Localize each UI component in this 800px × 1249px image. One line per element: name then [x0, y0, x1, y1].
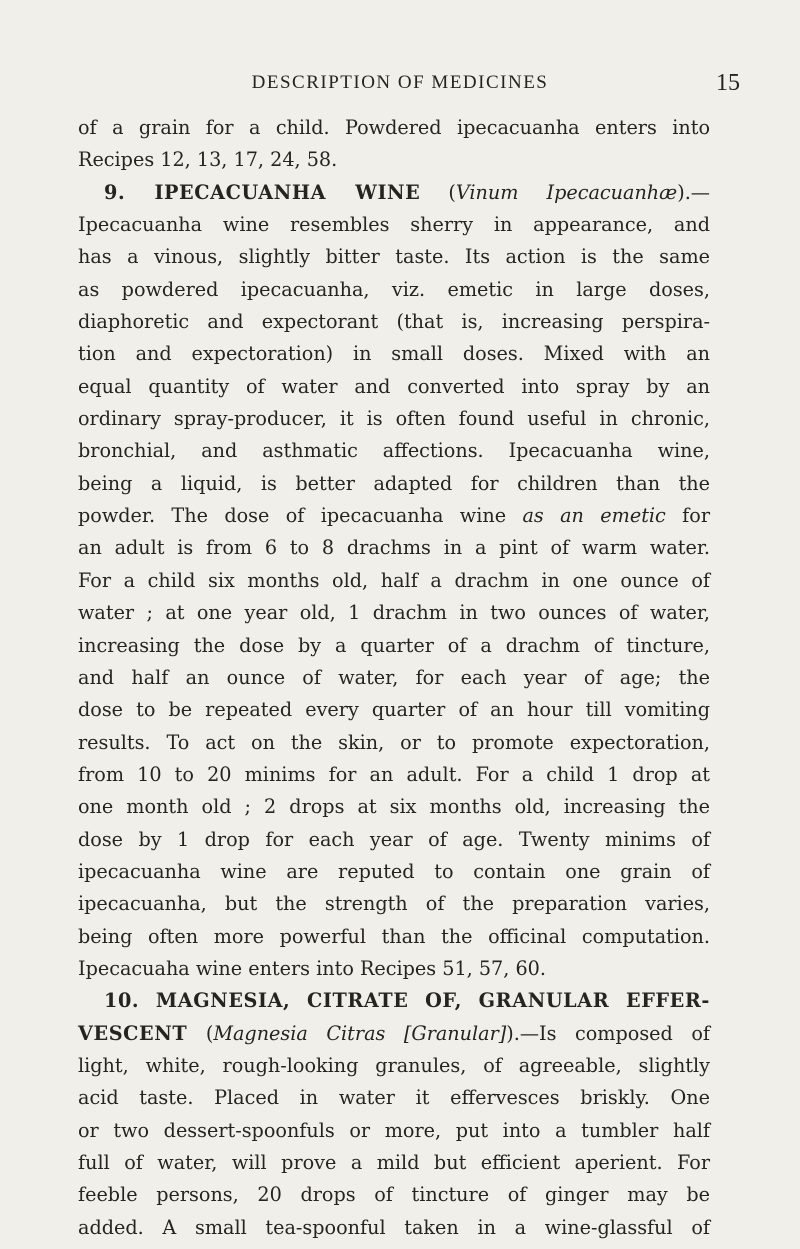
text-line: [78, 759, 710, 791]
text-line: [78, 306, 710, 338]
text-line: [78, 985, 710, 1017]
text-run: Ipecacuaha wine enters into Recipes 51, 57, 60.: [78, 956, 546, 980]
text-run: increasing the dose by a quarter of a drachm of tincture,: [78, 633, 710, 657]
text-run: has a vinous, slightly bitter taste. Its action is the same: [78, 245, 710, 269]
italic-run: as an emetic: [522, 504, 666, 528]
text-line: [78, 791, 710, 823]
text-line: [78, 727, 710, 759]
text-run: of a grain for a child. Powdered ipecacuanha enters into: [78, 116, 710, 139]
text-line: [78, 824, 710, 856]
text-run: ).—Is composed of: [506, 1021, 710, 1045]
text-line: [78, 1147, 710, 1179]
text-line: [78, 338, 710, 370]
text-run: as powdered ipecacuanha, viz. emetic in large doses,: [78, 277, 710, 301]
text-line: [78, 1050, 710, 1082]
heading-run: 9. IPECACUANHA WINE: [104, 180, 421, 204]
text-run: diaphoretic and expectorant (that is, increasing perspira-: [78, 310, 710, 334]
text-run: (: [420, 180, 456, 204]
text-line: [78, 144, 710, 176]
text-line: [78, 500, 710, 532]
text-run: for: [665, 504, 710, 528]
text-run: Recipes 12, 13, 17, 24, 58.: [78, 148, 338, 172]
italic-run: Vinum Ipecacuanhæ: [455, 180, 678, 204]
text-run: water ; at one year old, 1 drachm in two ounces of water,: [78, 601, 710, 625]
text-run: and half an ounce of water, for each year of age; the: [78, 665, 710, 689]
text-run: full of water, will prove a mild but efficient aperient. For: [78, 1151, 710, 1174]
text-line: [78, 1179, 710, 1211]
text-run: or two dessert-spoonfuls or more, put into a tumbler half: [78, 1118, 710, 1142]
body-text: [78, 112, 710, 1244]
text-line: [78, 694, 710, 726]
text-run: ).—: [677, 180, 710, 204]
text-line: [78, 1115, 710, 1147]
text-run: tion and expectoration) in small doses. Mixed with an: [78, 342, 710, 366]
text-line: [78, 274, 710, 306]
text-line: [78, 177, 710, 209]
text-run: ordinary spray-producer, it is often found useful in chronic,: [78, 407, 710, 431]
text-line: [78, 565, 710, 597]
text-run: dose by 1 drop for each year of age. Twenty minims of: [78, 827, 710, 851]
text-line: [78, 1212, 710, 1244]
text-run: For a child six months old, half a drachm in one ounce of: [78, 568, 710, 592]
page-header: [0, 68, 800, 102]
heading-run: VESCENT: [78, 1021, 188, 1045]
text-run: Ipecacuanha wine resembles sherry in appearance, and: [78, 213, 710, 237]
text-run: bronchial, and asthmatic affections. Ipecacuanha wine,: [78, 439, 710, 463]
text-line: [78, 209, 710, 241]
text-line: [78, 888, 710, 920]
text-line: [78, 532, 710, 564]
text-line: [78, 241, 710, 273]
italic-run: Magnesia Citras [Granular]: [213, 1021, 507, 1045]
running-title: DESCRIPTION OF MEDICINES: [251, 72, 549, 93]
text-run: one month old ; 2 drops at six months old, increasing the: [78, 795, 710, 819]
text-run: results. To act on the skin, or to promote expectoration,: [78, 730, 710, 754]
text-run: acid taste. Placed in water it effervesces briskly. One: [78, 1086, 710, 1110]
text-line: [78, 435, 710, 467]
text-run: powder. The dose of ipecacuanha wine: [78, 504, 523, 528]
text-run: being a liquid, is better adapted for children than the: [78, 471, 710, 495]
text-run: (: [187, 1021, 214, 1045]
text-line: [78, 953, 710, 985]
text-line: [78, 112, 710, 144]
text-line: [78, 662, 710, 694]
page-number: 15: [716, 70, 740, 96]
text-run: equal quantity of water and converted into spray by an: [78, 374, 710, 398]
text-run: ipecacuanha, but the strength of the preparation varies,: [78, 892, 710, 916]
text-line: [78, 856, 710, 888]
text-run: ipecacuanha wine are reputed to contain one grain of: [78, 859, 710, 883]
text-run: being often more powerful than the officinal computation.: [78, 924, 710, 948]
text-line: [78, 403, 710, 435]
text-line: [78, 630, 710, 662]
text-run: from 10 to 20 minims for an adult. For a child 1 drop at: [78, 762, 710, 786]
text-line: [78, 1082, 710, 1114]
text-line: [78, 921, 710, 953]
text-line: [78, 597, 710, 629]
text-run: added. A small tea-spoonful taken in a wine-glassful of: [78, 1215, 710, 1239]
text-line: [78, 371, 710, 403]
heading-run: 10. MAGNESIA, CITRATE OF, GRANULAR EFFER-: [104, 989, 710, 1013]
text-run: light, white, rough-looking granules, of agreeable, slightly: [78, 1053, 710, 1077]
text-run: an adult is from 6 to 8 drachms in a pint of warm water.: [78, 536, 710, 560]
text-line: [78, 468, 710, 500]
text-run: dose to be repeated every quarter of an hour till vomiting: [78, 698, 710, 722]
text-run: feeble persons, 20 drops of tincture of ginger may be: [78, 1183, 710, 1207]
text-line: [78, 1018, 710, 1050]
